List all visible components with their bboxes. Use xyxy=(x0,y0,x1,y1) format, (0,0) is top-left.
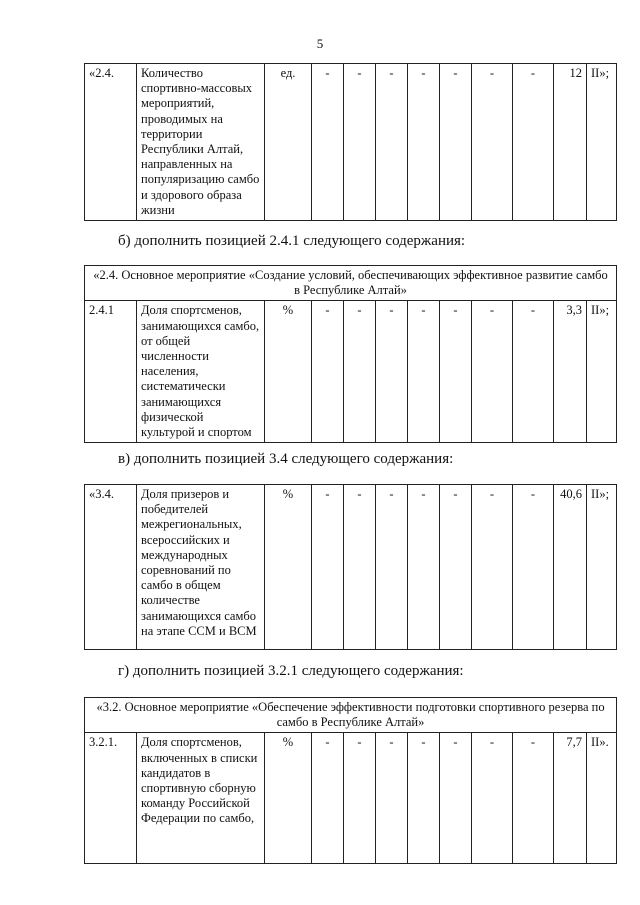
table-header-row xyxy=(85,266,617,301)
dash-cell: - xyxy=(440,64,472,221)
row-unit: % xyxy=(265,733,312,864)
dash-cell: - xyxy=(472,733,513,864)
dash-cell: - xyxy=(440,485,472,650)
dash-cell: - xyxy=(472,301,513,443)
row-value: 12 xyxy=(554,64,587,221)
row-unit: % xyxy=(265,485,312,650)
table-row xyxy=(85,64,617,221)
row-code: «3.4. xyxy=(85,485,137,650)
page-number: 5 xyxy=(316,36,324,51)
dash-cell: - xyxy=(344,64,376,221)
dash-cell: - xyxy=(376,485,408,650)
table-row xyxy=(85,301,617,443)
row-mark: II»; xyxy=(587,64,617,221)
dash-cell: - xyxy=(376,301,408,443)
row-name: Доля призеров и победителей межрегиональных, всероссийских и международных соревнований по самбо в общем количестве занимающихся самбо на этапе ССМ и ВСМ xyxy=(137,485,265,650)
dash-cell: - xyxy=(408,733,440,864)
table-header-row xyxy=(85,698,617,733)
dash-cell: - xyxy=(344,301,376,443)
table-position-3-2-1 xyxy=(84,697,617,864)
paragraph-b: б) дополнить позицией 2.4.1 следующего содержания: xyxy=(118,233,466,249)
dash-cell: - xyxy=(513,64,554,221)
dash-cell: - xyxy=(472,64,513,221)
table-header: «3.2. Основное мероприятие «Обеспечение эффективности подготовки спортивного резерва по самбо в Республике Алтай» xyxy=(85,698,617,733)
row-value: 3,3 xyxy=(554,301,587,443)
row-value: 40,6 xyxy=(554,485,587,650)
dash-cell: - xyxy=(312,485,344,650)
dash-cell: - xyxy=(376,64,408,221)
row-mark: II»; xyxy=(587,301,617,443)
row-value: 7,7 xyxy=(554,733,587,864)
dash-cell: - xyxy=(408,301,440,443)
row-mark: II»; xyxy=(587,485,617,650)
row-name: Доля спортсменов, включенных в списки кандидатов в спортивную сборную команду Российской Федерации по самбо, xyxy=(137,733,265,864)
row-unit: ед. xyxy=(265,64,312,221)
row-name: Количество спортивно-массовых мероприятий, проводимых на территории Республики Алтай, направленных на популяризацию самбо и здорового образа жизни xyxy=(137,64,265,221)
dash-cell: - xyxy=(513,485,554,650)
dash-cell: - xyxy=(344,485,376,650)
dash-cell: - xyxy=(312,301,344,443)
row-code: 3.2.1. xyxy=(85,733,137,864)
dash-cell: - xyxy=(513,733,554,864)
dash-cell: - xyxy=(513,301,554,443)
dash-cell: - xyxy=(472,485,513,650)
table-position-2-4-1 xyxy=(84,265,617,443)
dash-cell: - xyxy=(312,64,344,221)
dash-cell: - xyxy=(408,485,440,650)
dash-cell: - xyxy=(408,64,440,221)
table-position-2-4 xyxy=(84,63,617,221)
table-position-3-4 xyxy=(84,484,617,650)
row-mark: II». xyxy=(587,733,617,864)
dash-cell: - xyxy=(312,733,344,864)
table-header: «2.4. Основное мероприятие «Создание условий, обеспечивающих эффективное развитие самбо в Республике Алтай» xyxy=(85,266,617,301)
row-code: «2.4. xyxy=(85,64,137,221)
table-row xyxy=(85,733,617,864)
row-unit: % xyxy=(265,301,312,443)
paragraph-g: г) дополнить позицией 3.2.1 следующего содержания: xyxy=(118,663,464,679)
paragraph-v: в) дополнить позицией 3.4 следующего содержания: xyxy=(118,451,454,467)
dash-cell: - xyxy=(440,301,472,443)
row-code: 2.4.1 xyxy=(85,301,137,443)
dash-cell: - xyxy=(440,733,472,864)
dash-cell: - xyxy=(344,733,376,864)
row-name: Доля спортсменов, занимающихся самбо, от общей численности населения, систематически занимающихся физической культурой и спортом xyxy=(137,301,265,443)
table-row xyxy=(85,485,617,650)
dash-cell: - xyxy=(376,733,408,864)
